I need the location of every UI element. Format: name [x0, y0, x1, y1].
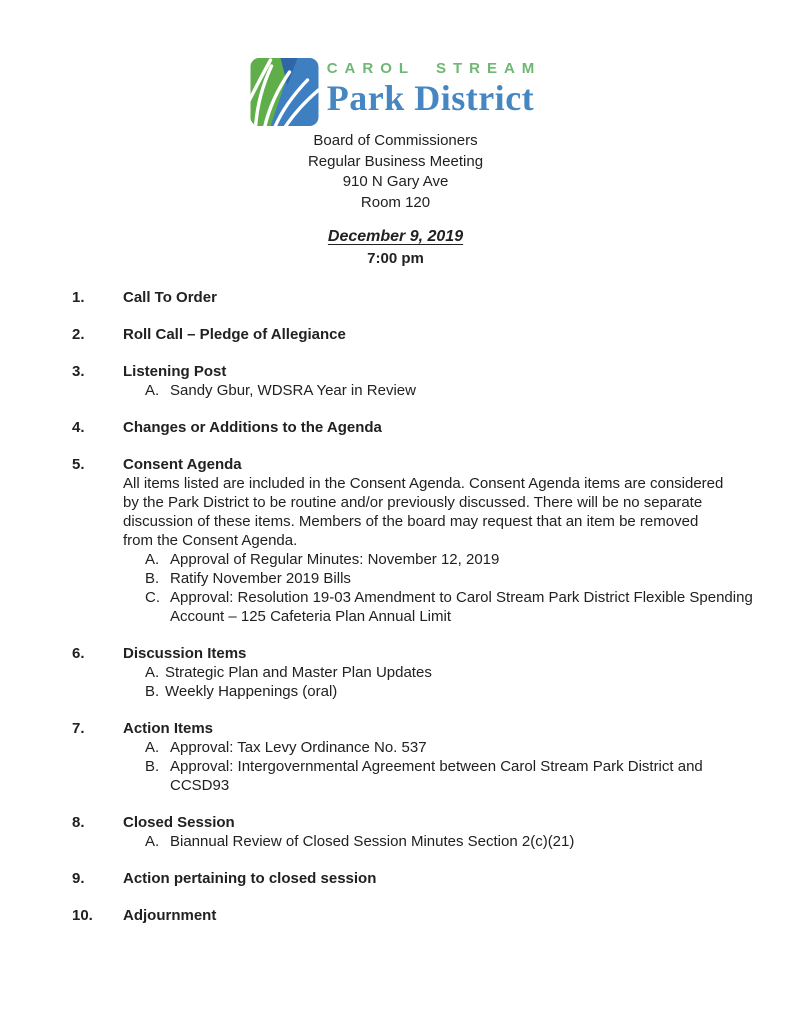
- item-description: All items listed are included in the Consent Agenda. Consent Agenda items are considered by the Park District to be routine and/or previously discussed. There will be no separate discussion of these items. Members of the board may request that an item be removed from the Consent Agenda.: [123, 475, 724, 549]
- item-number: 4.: [72, 419, 85, 436]
- sub-item-letter: A.: [145, 739, 160, 756]
- item-number: 7.: [72, 720, 85, 737]
- logo-park-district-text: Park District: [326, 78, 535, 118]
- item-number: 6.: [72, 645, 85, 662]
- item-number: 2.: [72, 326, 85, 343]
- sub-item: [145, 569, 767, 588]
- item-title: Action pertaining to closed session: [123, 870, 377, 887]
- item-number: 8.: [72, 814, 85, 831]
- sub-item-text: Weekly Happenings (oral): [165, 683, 338, 700]
- sub-item-letter: B.: [145, 758, 160, 775]
- sub-item-letter: A.: [145, 382, 160, 399]
- sub-item-letter: B.: [145, 683, 160, 700]
- sub-item: [145, 757, 767, 795]
- meeting-type-line: Regular Business Meeting: [307, 152, 484, 170]
- agenda-item-2: [72, 325, 791, 344]
- sub-item-text: Ratify November 2019 Bills: [170, 570, 351, 587]
- logo-text: [327, 58, 542, 117]
- agenda-item-3: [72, 362, 791, 400]
- logo: [0, 0, 791, 126]
- sub-item: [145, 663, 767, 682]
- item-number: 10.: [72, 907, 93, 924]
- sub-item-letter: B.: [145, 570, 160, 587]
- item-title: Roll Call – Pledge of Allegiance: [123, 326, 346, 343]
- agenda-list: [0, 288, 791, 925]
- sub-item-letter: A.: [145, 833, 160, 850]
- sub-item-list: [145, 832, 767, 851]
- sub-item-text: Approval of Regular Minutes: November 12, 2019: [170, 551, 500, 568]
- agenda-item-8: [72, 813, 791, 851]
- sub-item-text: Approval: Resolution 19-03 Amendment to Carol Stream Park District Flexible Spending Account – 125 Cafeteria Plan Annual Limit: [170, 589, 753, 625]
- park-district-logo-icon: [250, 58, 319, 126]
- item-title: Action Items: [123, 720, 214, 737]
- item-title: Discussion Items: [123, 645, 247, 662]
- sub-item-letter: C.: [145, 589, 160, 606]
- sub-item-text: Biannual Review of Closed Session Minutes Section 2(c)(21): [170, 833, 575, 850]
- agenda-item-6: [72, 644, 791, 701]
- sub-item-list: [145, 663, 767, 701]
- item-title: Consent Agenda: [123, 456, 242, 473]
- item-title: Call To Order: [123, 289, 217, 306]
- meeting-info: [0, 131, 791, 213]
- agenda-item-1: [72, 288, 791, 307]
- sub-item-list: [145, 738, 767, 795]
- agenda-item-4: [72, 418, 791, 437]
- room-line: Room 120: [360, 193, 431, 211]
- sub-item: [145, 381, 767, 400]
- agenda-item-10: [72, 906, 791, 925]
- sub-item-text: Approval: Tax Levy Ordinance No. 537: [170, 739, 427, 756]
- sub-item: [145, 588, 767, 626]
- item-title: Listening Post: [123, 363, 227, 380]
- date-block: [0, 226, 791, 269]
- sub-item-list: [145, 381, 767, 400]
- agenda-item-5: [72, 455, 791, 626]
- item-title: Changes or Additions to the Agenda: [123, 419, 382, 436]
- sub-item-letter: A.: [145, 664, 160, 681]
- agenda-item-7: [72, 719, 791, 795]
- org-name-line: Board of Commissioners: [313, 132, 478, 149]
- address-line: 910 N Gary Ave: [342, 173, 449, 190]
- sub-item: [145, 550, 767, 569]
- logo-carol-stream-text: CAROL STREAM: [326, 60, 542, 77]
- meeting-time: 7:00 pm: [367, 250, 424, 267]
- item-number: 5.: [72, 456, 85, 473]
- item-number: 9.: [72, 870, 85, 887]
- item-title: Adjournment: [123, 907, 217, 924]
- meeting-date: December 9, 2019: [327, 228, 464, 245]
- sub-item-text: Approval: Intergovernmental Agreement between Carol Stream Park District and CCSD93: [170, 758, 703, 794]
- sub-item: [145, 682, 767, 701]
- agenda-item-9: [72, 869, 791, 888]
- item-title: Closed Session: [123, 814, 235, 831]
- item-number: 3.: [72, 363, 85, 380]
- sub-item-list: [145, 550, 767, 626]
- sub-item: [145, 738, 767, 757]
- item-number: 1.: [72, 289, 85, 306]
- sub-item-text: Strategic Plan and Master Plan Updates: [165, 664, 432, 681]
- sub-item: [145, 832, 767, 851]
- sub-item-text: Sandy Gbur, WDSRA Year in Review: [170, 382, 416, 399]
- sub-item-letter: A.: [145, 551, 160, 568]
